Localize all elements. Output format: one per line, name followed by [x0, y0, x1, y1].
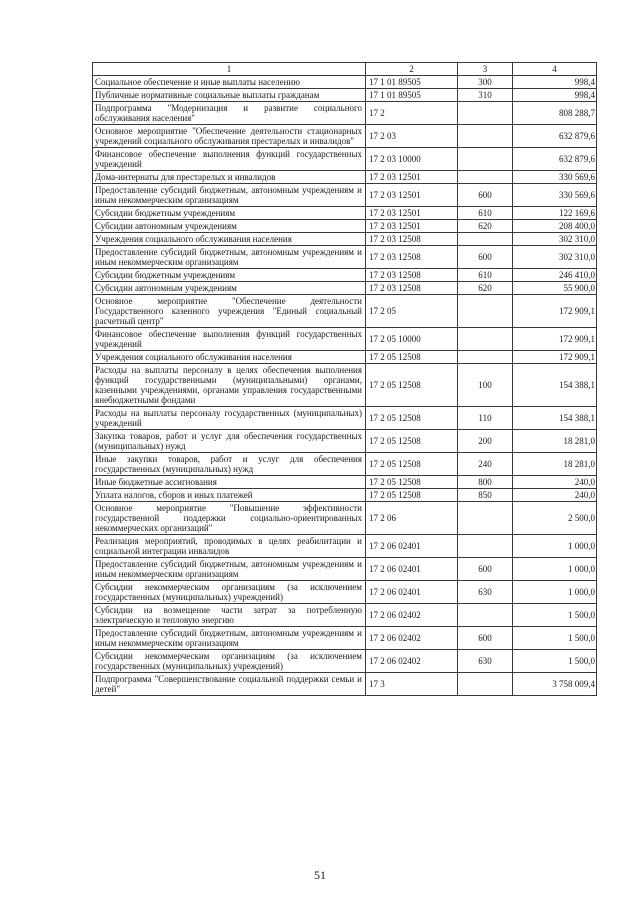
row-name: Реализация мероприятий, проводимых в целях реабилитации и социальной интеграции инвалидов [93, 535, 366, 558]
row-name: Учреждения социального обслуживания населения [93, 233, 366, 246]
row-expense-type: 610 [458, 207, 513, 220]
row-code: 17 2 06 02402 [366, 627, 458, 650]
row-code: 17 2 05 12508 [366, 351, 458, 364]
row-name: Основное мероприятие "Обеспечение деятельности стационарных учреждений социального обслуживания престарелых и инвалидов" [93, 125, 366, 148]
row-name: Субсидии на возмещение части затрат за потребленную электрическую и тепловую энергию [93, 604, 366, 627]
budget-table [92, 62, 597, 696]
table-row [93, 581, 597, 604]
row-expense-type: 800 [458, 476, 513, 489]
row-expense-type: 110 [458, 407, 513, 430]
row-expense-type: 630 [458, 650, 513, 673]
column-header-1: 1 [93, 63, 366, 76]
row-code: 17 2 03 12508 [366, 233, 458, 246]
table-row [93, 430, 597, 453]
row-name: Подпрограмма "Модернизация и развитие социального обслуживания населения" [93, 102, 366, 125]
row-amount: 2 500,0 [513, 502, 597, 535]
row-amount: 246 410,0 [513, 269, 597, 282]
row-expense-type [458, 148, 513, 171]
row-expense-type: 600 [458, 558, 513, 581]
table-row [93, 102, 597, 125]
table-row [93, 558, 597, 581]
page-number: 51 [314, 868, 326, 882]
row-expense-type: 610 [458, 269, 513, 282]
row-amount: 330 569,6 [513, 184, 597, 207]
row-expense-type [458, 604, 513, 627]
row-amount: 1 000,0 [513, 558, 597, 581]
row-expense-type: 620 [458, 282, 513, 295]
row-code: 17 2 05 12508 [366, 489, 458, 502]
row-code: 17 2 03 10000 [366, 148, 458, 171]
row-expense-type: 200 [458, 430, 513, 453]
table-row [93, 328, 597, 351]
table-row [93, 89, 597, 102]
row-code: 17 2 03 12508 [366, 282, 458, 295]
row-amount: 632 879,6 [513, 148, 597, 171]
row-name: Предоставление субсидий бюджетным, автономным учреждениям и иным некоммерческим организациям [93, 558, 366, 581]
row-code: 17 2 06 02401 [366, 558, 458, 581]
row-amount: 1 000,0 [513, 535, 597, 558]
row-amount: 18 281,0 [513, 453, 597, 476]
table-row [93, 650, 597, 673]
row-expense-type [458, 171, 513, 184]
row-name: Уплата налогов, сборов и иных платежей [93, 489, 366, 502]
row-amount: 172 909,1 [513, 351, 597, 364]
row-name: Финансовое обеспечение выполнения функций государственных учреждений [93, 148, 366, 171]
table-row [93, 282, 597, 295]
row-code: 17 2 03 12501 [366, 171, 458, 184]
row-amount: 1 500,0 [513, 604, 597, 627]
row-expense-type: 240 [458, 453, 513, 476]
column-header-4: 4 [513, 63, 597, 76]
row-code: 17 2 03 12508 [366, 246, 458, 269]
row-expense-type: 300 [458, 76, 513, 89]
row-expense-type: 600 [458, 627, 513, 650]
row-amount: 18 281,0 [513, 430, 597, 453]
row-name: Финансовое обеспечение выполнения функций государственных учреждений [93, 328, 366, 351]
budget-table-body [93, 63, 597, 696]
row-amount: 302 310,0 [513, 233, 597, 246]
row-name: Субсидии некоммерческим организациям (за исключением государственных (муниципальных) учреждений) [93, 650, 366, 673]
row-code: 17 2 05 [366, 295, 458, 328]
row-amount: 1 500,0 [513, 650, 597, 673]
table-row [93, 535, 597, 558]
row-amount: 998,4 [513, 76, 597, 89]
row-expense-type: 630 [458, 581, 513, 604]
row-name: Предоставление субсидий бюджетным, автономным учреждениям и иным некоммерческим организациям [93, 246, 366, 269]
row-code: 17 2 05 12508 [366, 407, 458, 430]
row-expense-type [458, 295, 513, 328]
row-name: Субсидии автономным учреждениям [93, 220, 366, 233]
row-code: 17 2 05 12508 [366, 430, 458, 453]
row-expense-type [458, 673, 513, 696]
row-expense-type: 850 [458, 489, 513, 502]
table-row [93, 171, 597, 184]
row-name: Иные закупки товаров, работ и услуг для обеспечения государственных (муниципальных) нужд [93, 453, 366, 476]
row-expense-type: 600 [458, 184, 513, 207]
row-name: Публичные нормативные социальные выплаты гражданам [93, 89, 366, 102]
row-expense-type [458, 125, 513, 148]
row-name: Расходы на выплаты персоналу государственных (муниципальных) учреждений [93, 407, 366, 430]
row-amount: 154 388,1 [513, 407, 597, 430]
row-code: 17 2 06 02402 [366, 650, 458, 673]
row-code: 17 2 03 [366, 125, 458, 148]
row-amount: 122 169,6 [513, 207, 597, 220]
row-code: 17 2 05 12508 [366, 476, 458, 489]
row-amount: 330 569,6 [513, 171, 597, 184]
table-row [93, 269, 597, 282]
column-number-header-row [93, 63, 597, 76]
row-code: 17 1 01 89505 [366, 89, 458, 102]
row-name: Социальное обеспечение и иные выплаты населению [93, 76, 366, 89]
row-name: Субсидии автономным учреждениям [93, 282, 366, 295]
row-amount: 55 900,0 [513, 282, 597, 295]
row-name: Предоставление субсидий бюджетным, автономным учреждениям и иным некоммерческим организациям [93, 184, 366, 207]
table-row [93, 246, 597, 269]
row-code: 17 2 03 12501 [366, 220, 458, 233]
row-name: Расходы на выплаты персоналу в целях обеспечения выполнения функций государственными (муниципальными) органами, казенными учреждениями, органами управления государственными внебюджетными фондами [93, 364, 366, 407]
row-expense-type [458, 502, 513, 535]
table-row [93, 453, 597, 476]
table-row [93, 673, 597, 696]
row-code: 17 2 05 12508 [366, 453, 458, 476]
table-row [93, 351, 597, 364]
budget-table-container [92, 62, 596, 696]
row-expense-type [458, 328, 513, 351]
row-name: Закупка товаров, работ и услуг для обеспечения государственных (муниципальных) нужд [93, 430, 366, 453]
row-amount: 240,0 [513, 476, 597, 489]
table-row [93, 184, 597, 207]
row-expense-type: 620 [458, 220, 513, 233]
row-code: 17 1 01 89505 [366, 76, 458, 89]
row-code: 17 2 06 02401 [366, 581, 458, 604]
column-header-3: 3 [458, 63, 513, 76]
row-expense-type: 310 [458, 89, 513, 102]
table-row [93, 295, 597, 328]
row-code: 17 2 03 12501 [366, 207, 458, 220]
row-code: 17 2 06 [366, 502, 458, 535]
row-amount: 208 400,0 [513, 220, 597, 233]
row-amount: 240,0 [513, 489, 597, 502]
table-row [93, 364, 597, 407]
row-code: 17 2 [366, 102, 458, 125]
row-name: Основное мероприятие "Обеспечение деятельности Государственного казенного учреждения "Единый социальный расчетный центр" [93, 295, 366, 328]
table-row [93, 207, 597, 220]
table-row [93, 476, 597, 489]
row-name: Учреждения социального обслуживания населения [93, 351, 366, 364]
row-expense-type: 100 [458, 364, 513, 407]
table-row [93, 148, 597, 171]
row-code: 17 2 06 02401 [366, 535, 458, 558]
row-code: 17 3 [366, 673, 458, 696]
table-row [93, 233, 597, 246]
row-expense-type [458, 351, 513, 364]
row-amount: 302 310,0 [513, 246, 597, 269]
table-row [93, 125, 597, 148]
row-amount: 1 500,0 [513, 627, 597, 650]
table-row [93, 502, 597, 535]
row-name: Дома-интернаты для престарелых и инвалидов [93, 171, 366, 184]
row-amount: 172 909,1 [513, 328, 597, 351]
row-code: 17 2 06 02402 [366, 604, 458, 627]
row-name: Субсидии бюджетным учреждениям [93, 269, 366, 282]
row-name: Подпрограмма "Совершенствование социальной поддержки семьи и детей" [93, 673, 366, 696]
row-amount: 3 758 009,4 [513, 673, 597, 696]
row-expense-type [458, 102, 513, 125]
row-amount: 998,4 [513, 89, 597, 102]
row-expense-type [458, 233, 513, 246]
row-amount: 154 388,1 [513, 364, 597, 407]
table-row [93, 76, 597, 89]
table-row [93, 604, 597, 627]
row-expense-type [458, 535, 513, 558]
table-row [93, 489, 597, 502]
row-amount: 1 000,0 [513, 581, 597, 604]
row-amount: 808 288,7 [513, 102, 597, 125]
row-expense-type: 600 [458, 246, 513, 269]
row-code: 17 2 05 12508 [366, 364, 458, 407]
row-name: Иные бюджетные ассигнования [93, 476, 366, 489]
table-row [93, 407, 597, 430]
row-amount: 632 879,6 [513, 125, 597, 148]
row-amount: 172 909,1 [513, 295, 597, 328]
row-name: Основное мероприятие "Повышение эффективности государственной поддержки социально-ориентированных некоммерческих организаций" [93, 502, 366, 535]
table-row [93, 627, 597, 650]
column-header-2: 2 [366, 63, 458, 76]
row-code: 17 2 05 10000 [366, 328, 458, 351]
row-name: Субсидии бюджетным учреждениям [93, 207, 366, 220]
row-name: Субсидии некоммерческим организациям (за исключением государственных (муниципальных) учреждений) [93, 581, 366, 604]
row-code: 17 2 03 12508 [366, 269, 458, 282]
row-code: 17 2 03 12501 [366, 184, 458, 207]
table-row [93, 220, 597, 233]
row-name: Предоставление субсидий бюджетным, автономным учреждениям и иным некоммерческим организациям [93, 627, 366, 650]
